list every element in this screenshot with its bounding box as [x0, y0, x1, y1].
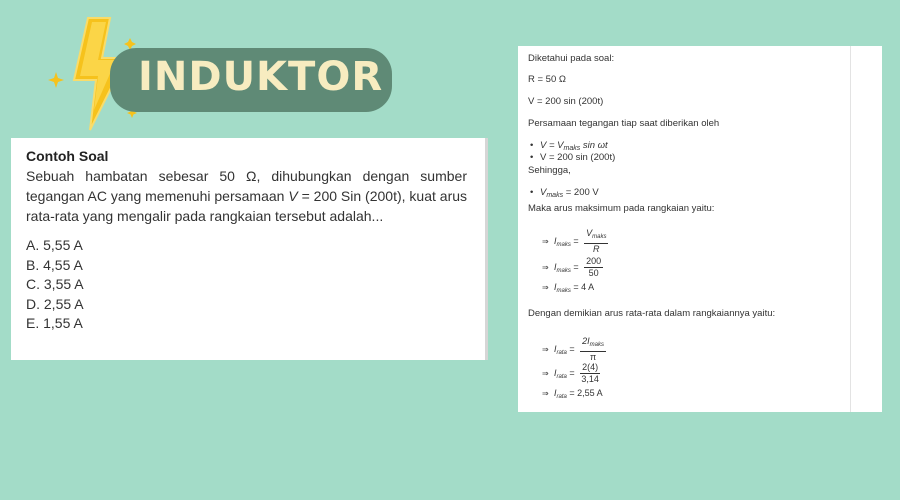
divider: [850, 46, 851, 412]
iavg-step-1: ⇒ $I_{rata}$ = $\frac{2I_{maks}}{\pi}$: [542, 336, 604, 362]
so-label: Sehingga,: [528, 165, 571, 176]
max-current-intro: Maka arus maksimum pada rangkaian yaitu:: [528, 203, 715, 214]
imax-step-2: ⇒ $I_{maks}$ = $\frac{200}{50}$: [542, 256, 602, 278]
imax-step-1: ⇒ $I_{maks}$ = $\frac{V_{maks}}{R}$: [542, 228, 607, 254]
answer-options: [26, 236, 467, 334]
question-text: Sebuah hambatan sebesar 50 Ω, dihubungkan dengan sumber tegangan AC yang memenuhi persamaan V = 200 Sin (200t), kuat arus rata-rata yang mengalir pada rangkaian tersebut adalah...: [26, 168, 468, 224]
option-e: E. 1,55 A: [26, 315, 83, 332]
bullet-given-equation: • V = 200 sin (200t): [528, 152, 615, 164]
iavg-step-2: ⇒ $I_{rata}$ = $\frac{2(4)}{3,14}$: [542, 362, 599, 384]
avg-current-intro: Dengan demikian arus rata-rata dalam rangkaiannya yaitu:: [528, 308, 776, 319]
option-a: A. 5,55 A: [26, 237, 83, 253]
bullet-general-equation: • $V = V_{maks}$ sin ωt: [528, 140, 608, 155]
iavg-step-3: ⇒ $I_{rata} = 2,55$ A: [542, 388, 603, 400]
question-card: [11, 138, 488, 360]
option-b: B. 4,55 A: [26, 256, 83, 273]
option-d: D. 2,55 A: [26, 295, 84, 312]
option-c: C. 3,55 A: [26, 276, 84, 293]
solution-card: [518, 46, 882, 412]
equation-intro: Persamaan tegangan tiap saat diberikan oleh: [528, 118, 720, 129]
bullet-vmax: • $V_{maks} = 200$ V: [528, 187, 599, 202]
voltage-value: V = 200 sin (200t): [528, 96, 604, 107]
question-heading: Contoh Soal: [26, 148, 109, 164]
known-heading: Diketahui pada soal:: [528, 53, 615, 64]
imax-step-3: ⇒ $I_{maks} = 4$ A: [542, 282, 595, 294]
resistance-value: R = 50 Ω: [528, 74, 566, 85]
page-title: INDUKTOR: [138, 54, 384, 100]
